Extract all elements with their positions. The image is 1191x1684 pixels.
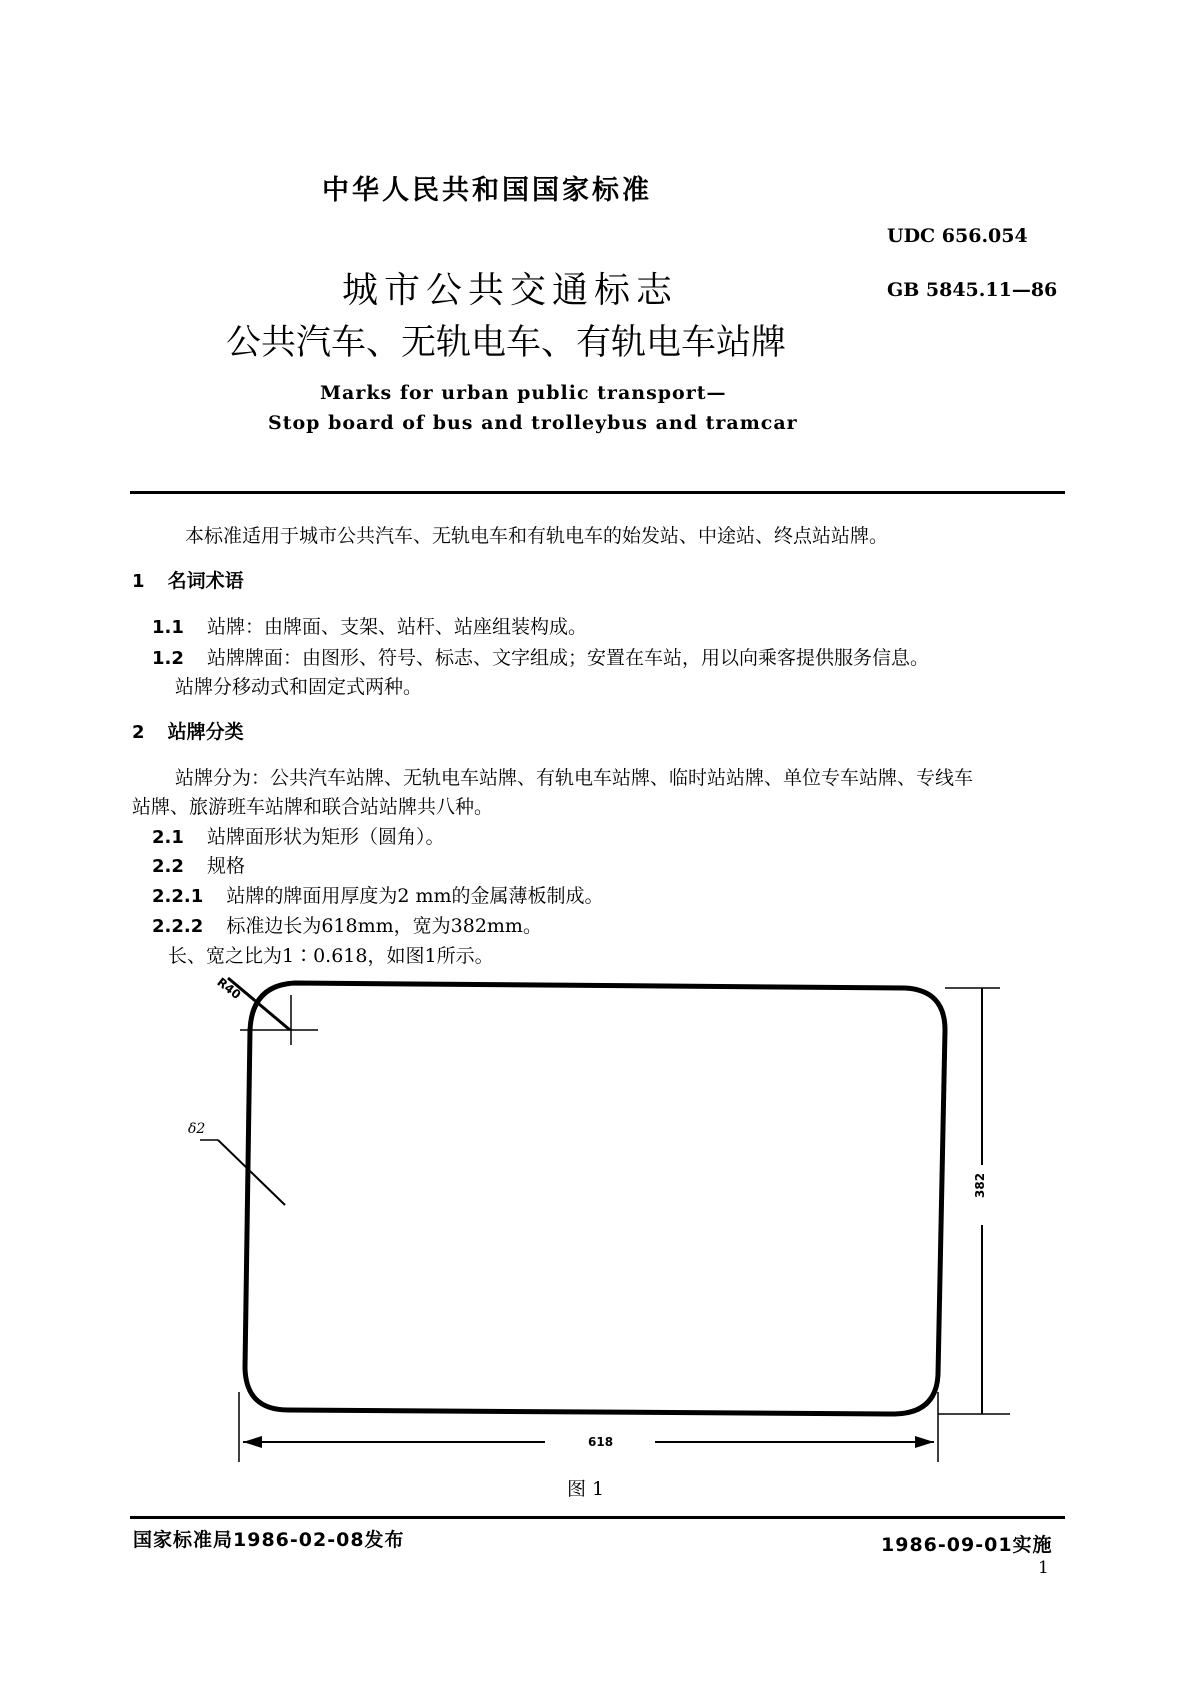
page-number: 1	[1038, 1558, 1049, 1578]
clause-1-2-continuation: 站牌分移动式和固定式两种。	[175, 676, 423, 698]
clause-number: 2.1	[152, 827, 184, 848]
clause-number: 2.2.1	[152, 886, 204, 907]
effective-date: 1986-09-01实施	[881, 1534, 1053, 1556]
section-heading-text: 名词术语	[167, 570, 244, 592]
clause-text: 站牌牌面：由图形、符号、标志、文字组成；安置在车站，用以向乘客提供服务信息。	[206, 647, 929, 669]
width-dimension-label: 618	[588, 1435, 614, 1449]
clause-number: 2.2	[152, 856, 184, 877]
clause-text: 标准边长为618mm，宽为382mm。	[226, 915, 542, 937]
country-standard-title: 中华人民共和国国家标准	[322, 175, 652, 206]
section-2-text-line1: 站牌分为：公共汽车站牌、无轨电车站牌、有轨电车站牌、临时站站牌、单位专车站牌、专线车	[175, 767, 974, 789]
thickness-label: δ2	[188, 1121, 206, 1137]
clause-text: 站牌：由牌面、支架、站杆、站座组装构成。	[206, 616, 587, 638]
title-zh-line1: 城市公共交通标志	[342, 270, 679, 311]
section-2-text-line2: 站牌、旅游班车站牌和联合站站牌共八种。	[132, 796, 494, 818]
thickness-leader-diagonal	[218, 1140, 285, 1205]
title-en-line2: Stop board of bus and trolleybus and tramcar	[268, 412, 798, 434]
footer-rule	[130, 1516, 1065, 1519]
clause-text: 规格	[206, 855, 245, 877]
clause-text: 站牌面形状为矩形（圆角）。	[206, 826, 445, 848]
height-dimension-label: 382	[973, 1172, 987, 1198]
title-en-line1: Marks for urban public transport—	[320, 382, 727, 404]
board-outline	[245, 983, 945, 1414]
ratio-line: 长、宽之比为1∶0.618，如图1所示。	[168, 945, 494, 967]
width-arrow-left	[243, 1436, 262, 1448]
clause-number: 2.2.2	[152, 916, 204, 937]
title-zh-line2: 公共汽车、无轨电车、有轨电车站牌	[226, 323, 787, 363]
clause-number: 1.1	[152, 617, 184, 638]
udc-code: UDC 656.054	[887, 225, 1028, 247]
clause-text: 站牌的牌面用厚度为2 mm的金属薄板制成。	[226, 885, 604, 907]
section-number: 2	[132, 722, 145, 743]
section-heading-text: 站牌分类	[167, 721, 244, 743]
section-number: 1	[132, 571, 145, 592]
clause-number: 1.2	[152, 648, 184, 669]
radius-label: R40	[214, 975, 244, 1003]
issued-date: 国家标准局1986-02-08发布	[133, 1529, 405, 1551]
width-arrow-right	[915, 1436, 934, 1448]
intro-paragraph: 本标准适用于城市公共汽车、无轨电车和有轨电车的始发站、中途站、终点站站牌。	[185, 525, 889, 547]
gb-code: GB 5845.11—86	[887, 279, 1058, 301]
figure-caption: 图 1	[567, 1478, 605, 1500]
